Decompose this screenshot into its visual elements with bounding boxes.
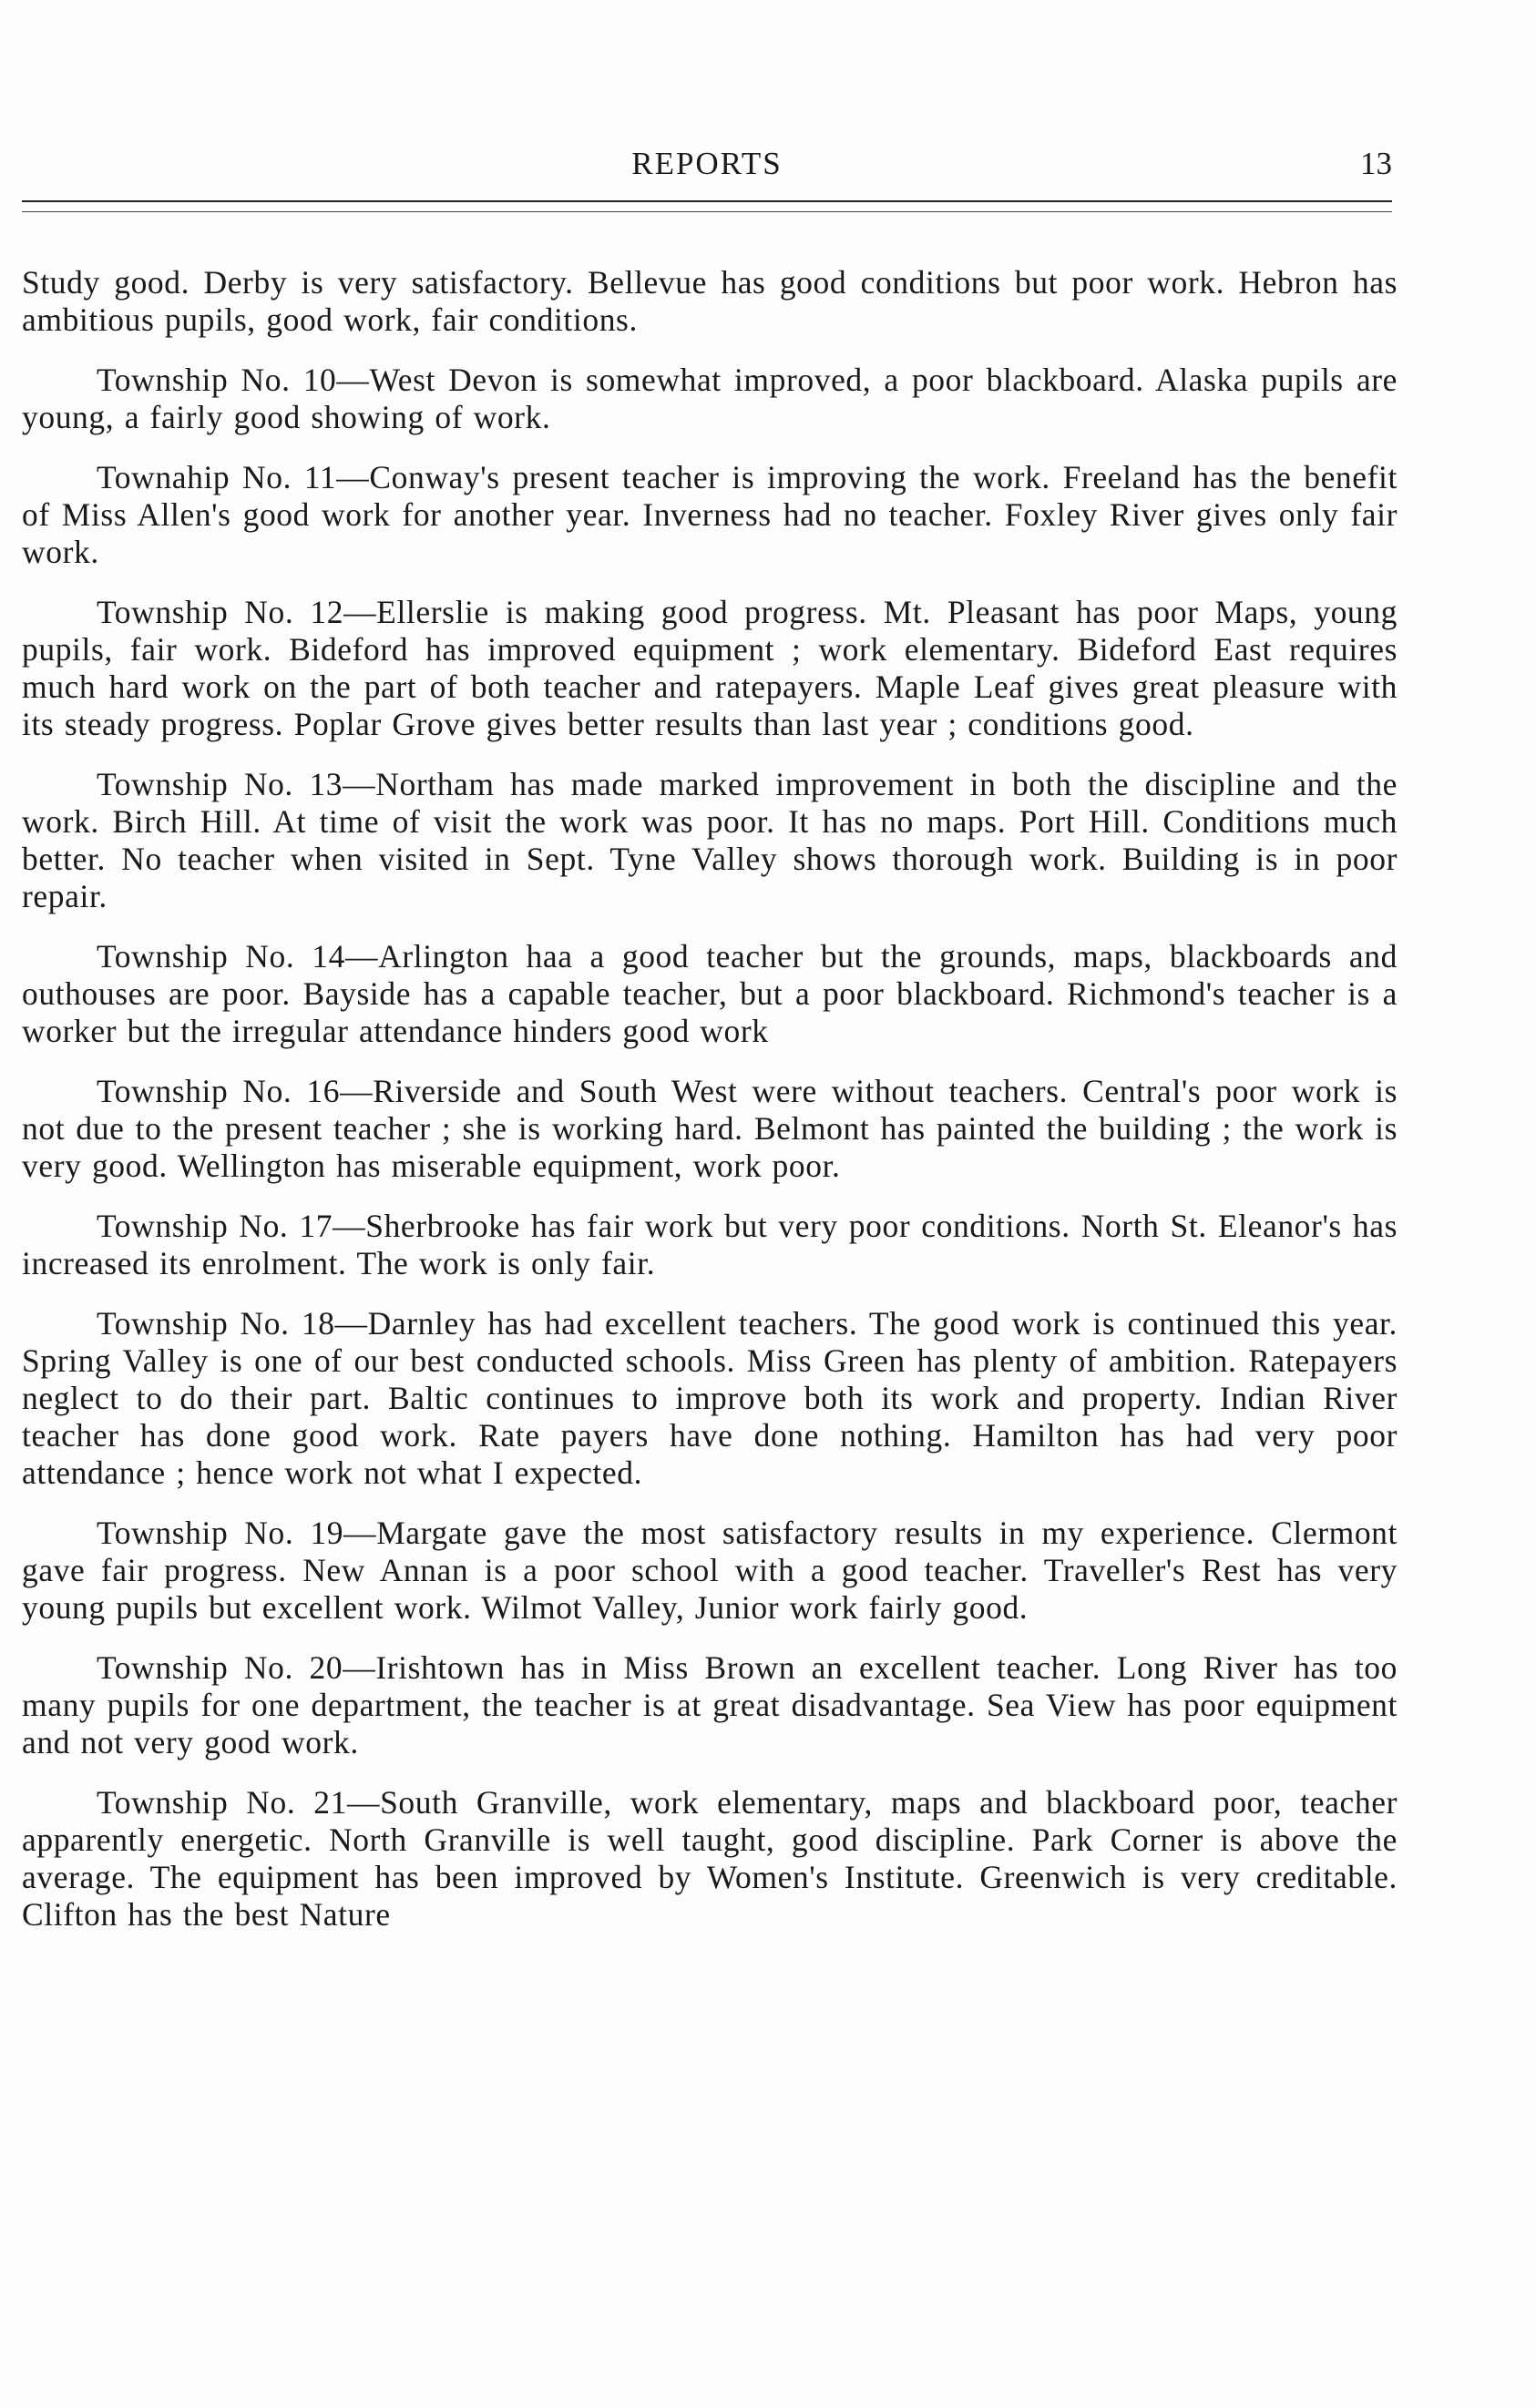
running-title: REPORTS [631,146,783,181]
paragraph-continuation: Study good. Derby is very satisfactory. Bellevue has good conditions but poor work. Hebron has ambitious pupils, good work, fair conditions. [22,264,1398,338]
paragraph-township-17: Township No. 17—Sherbrooke has fair work but very poor conditions. North St. Eleanor's has increased its enrolment. The work is only fair. [22,1208,1398,1281]
paragraph-township-16: Township No. 16—Riverside and South West were without teachers. Central's poor work is not due to the present teacher ; she is working hard. Belmont has painted the building ; the work is very good. Wellington has miserable equipment, work poor. [22,1073,1398,1184]
paragraph-township-18: Township No. 18—Darnley has had excellent teachers. The good work is continued this year. Spring Valley is one of our best conducted schools. Miss Green has plenty of ambition. Ratepayers neglect to do their part. Baltic continues to improve both its work and property. Indian River teacher has done good work. Rate payers have done nothing. Hamilton has had very poor attendance ; hence work not what I expected. [22,1305,1398,1491]
paragraph-township-12: Township No. 12—Ellerslie is making good progress. Mt. Pleasant has poor Maps, young pupils, fair work. Bideford has improved equipment ; work elementary. Bideford East requires much hard work on the part of both teacher and ratepayers. Maple Leaf gives great pleasure with its steady progress. Poplar Grove gives better results than last year ; conditions good. [22,594,1398,742]
page-number: 13 [1360,146,1392,181]
paragraph-township-10: Township No. 10—West Devon is somewhat improved, a poor blackboard. Alaska pupils are young, a fairly good showing of work. [22,362,1398,435]
paragraph-township-20: Township No. 20—Irishtown has in Miss Brown an excellent teacher. Long River has too many pupils for one department, the teacher is at great disadvantage. Sea View has poor equipment and not very good work. [22,1649,1398,1760]
paragraph-township-14: Township No. 14—Arlington haa a good teacher but the grounds, maps, blackboards and outhouses are poor. Bayside has a capable teacher, but a poor blackboard. Richmond's teacher is a worker but the irregular attendance hinders good work [22,938,1398,1049]
paragraph-township-19: Township No. 19—Margate gave the most satisfactory results in my experience. Clermont gave fair progress. New Annan is a poor school with a good teacher. Traveller's Rest has very young pupils but excellent work. Wilmot Valley, Junior work fairly good. [22,1515,1398,1626]
paragraph-township-21: Township No. 21—South Granville, work elementary, maps and blackboard poor, teacher apparently energetic. North Granville is well taught, good discipline. Park Corner is above the average. The equipment has been improved by Women's Institute. Greenwich is very creditable. Clifton has the best Nature [22,1784,1398,1933]
header-rule-secondary [22,211,1392,212]
paragraph-township-13: Township No. 13—Northam has made marked improvement in both the discipline and the work. Birch Hill. At time of visit the work was poor. It has no maps. Port Hill. Conditions much better. No teacher when visited in Sept. Tyne Valley shows thorough work. Building is in poor repair. [22,766,1398,914]
body-text [22,264,1398,1956]
paragraph-township-11: Townahip No. 11—Conway's present teacher is improving the work. Freeland has the benefit of Miss Allen's good work for another year. Inverness had no teacher. Foxley River gives only fair work. [22,459,1398,570]
running-head [22,146,1392,191]
header-rule [22,200,1392,202]
